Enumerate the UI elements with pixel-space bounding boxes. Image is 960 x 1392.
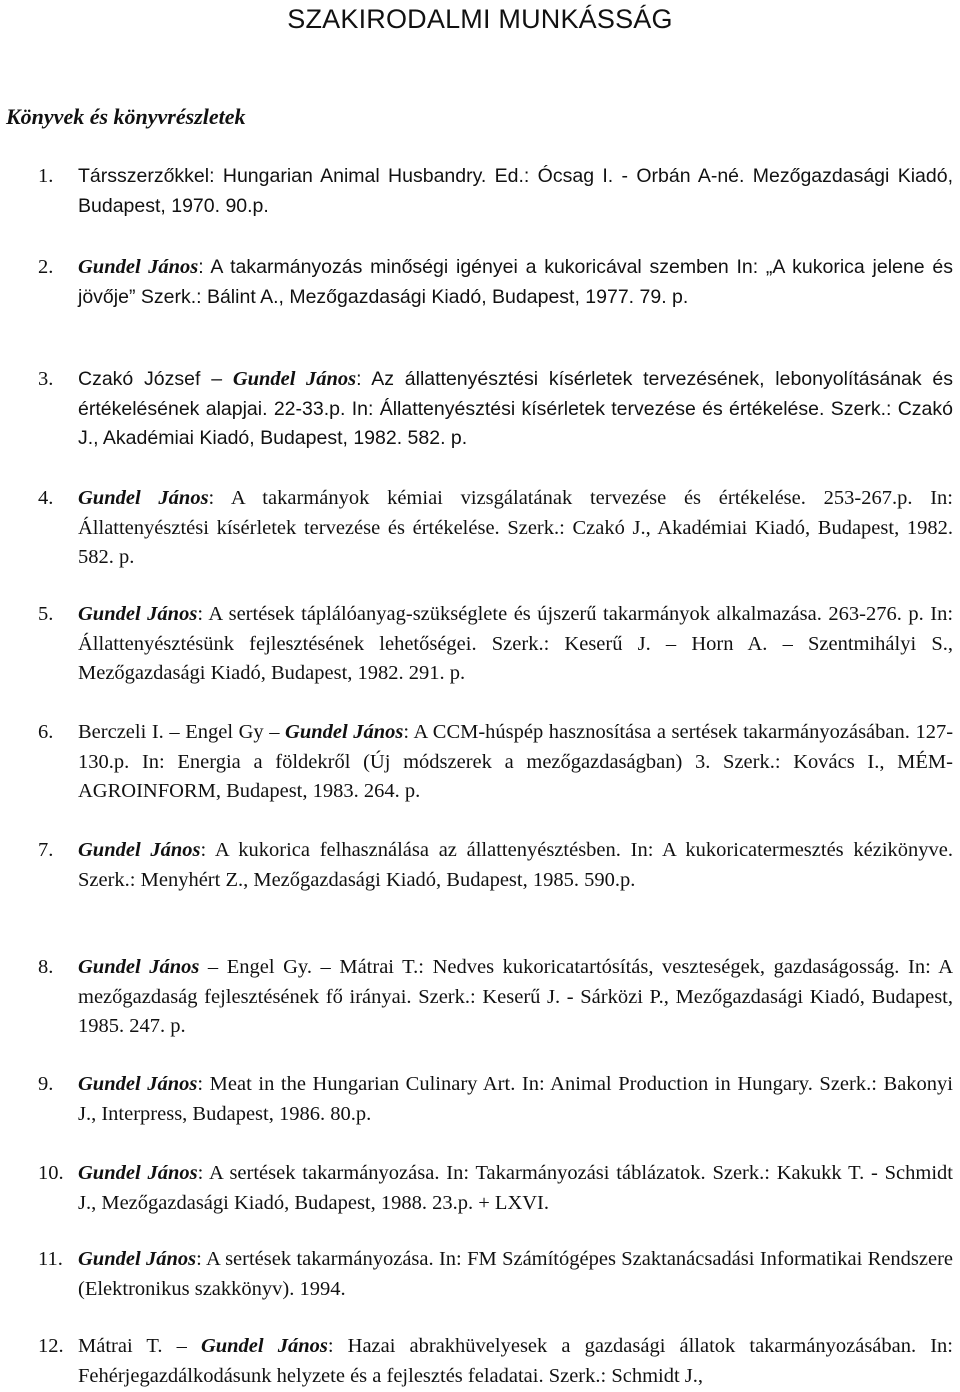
entry-number: 6. [38,721,54,743]
bibliography-entry [38,484,953,573]
bibliography-entry [38,1070,953,1129]
bibliography-entry [38,1159,953,1218]
citation-text: : Az állattenyésztési kísérletek tervezésének, lebonyolításának és értékelésének alapjai. 22-33.p. In: Állattenyésztési kísérletek tervezése és értékelése. Szerk.: Czakó J., Akadémiai Kiadó, Budapest, 1982. 582. p. [78,368,954,449]
author-name: Gundel János [78,487,209,509]
entry-number: 11. [38,1248,63,1270]
entry-number: 9. [38,1073,54,1095]
author-name: Gundel János [78,1248,197,1270]
author-name: Gundel János [200,1335,328,1357]
bibliography-entry [38,162,953,221]
author-name: Gundel János [285,721,404,743]
citation-text: – Engel Gy. – Mátrai T.: Nedves kukoricatartósítás, veszteségek, gazdaságosság. In: A mezőgazdaság fejlesztésének fő irányai. Szerk.: Keserű J. - Sárközi P., Mezőgazdasági Kiadó, Budapest, 1985. 247. p. [78,956,954,1037]
entry-text [78,484,953,573]
entry-text [78,1332,953,1391]
citation-text: : A takarmányozás minőségi igényei a kukoricával szemben In: „A kukorica jelene és jövője” Szerk.: Bálint A., Mezőgazdasági Kiadó, Budapest, 1977. 79. p. [78,256,953,308]
citation-text: Társszerzőkkel: Hungarian Animal Husbandry. Ed.: Ócsag I. - Orbán A-né. Mezőgazdasági Kiadó, Budapest, 1970. 90.p. [78,165,953,217]
entry-number: 7. [38,839,54,861]
entry-number: 8. [38,956,54,978]
entry-number: 12. [38,1335,64,1357]
bibliography-entry [38,1332,953,1391]
author-name: Gundel János [78,956,200,978]
author-name: Gundel János [78,839,201,861]
entry-number: 4. [38,487,54,509]
entry-text [78,718,953,807]
citation-text: : Meat in the Hungarian Culinary Art. In: Animal Production in Hungary. Szerk.: Bakonyi J., Interpress, Budapest, 1986. 80.p. [78,1073,953,1125]
bibliography-entry [38,718,953,807]
citation-text: : A takarmányok kémiai vizsgálatának tervezése és értékelése. 253-267.p. In: Állattenyésztési kísérletek tervezése és értékelése. Szerk.: Czakó J., Akadémiai Kiadó, Budapest, 1982. 582. p. [78,487,953,568]
bibliography-entry [38,600,953,689]
citation-text: Mátrai T. – [78,1335,201,1357]
entry-text [78,365,953,454]
bibliography-entry [38,953,953,1042]
citation-text: : A kukorica felhasználása az állattenyésztésben. In: A kukoricatermesztés kézikönyve. Szerk.: Menyhért Z., Mezőgazdasági Kiadó, Budapest, 1985. 590.p. [78,839,954,891]
citation-text: : A sertések takarmányozása. In: Takarmányozási táblázatok. Szerk.: Kakukk T. - Schmidt J., Mezőgazdasági Kiadó, Budapest, 1988. 23.p. + LXVI. [78,1162,953,1214]
bibliography-entry [38,836,953,895]
citation-text: : A sertések táplálóanyag-szükséglete és újszerű takarmányok alkalmazása. 263-276. p. In: Állattenyésztésünk fejlesztésének lehetőségei. Szerk.: Keserű J. – Horn A. – Szentmihályi S., Mezőgazdasági Kiadó, Budapest, 1982. 291. p. [78,603,954,684]
author-name: Gundel János [78,603,198,625]
author-name: Gundel János [232,368,357,390]
entry-number: 3. [38,368,54,390]
entry-number: 10. [38,1162,64,1184]
entry-text [78,253,953,312]
entry-number: 1. [38,165,54,187]
entry-text [78,953,953,1042]
citation-text: : A sertések takarmányozása. In: FM Számítógépes Szaktanácsadási Informatikai Rendszere (Elektronikus szakkönyv). 1994. [78,1248,954,1300]
entry-text [78,1245,953,1304]
entry-text [78,1070,953,1129]
citation-text: : A CCM-húspép hasznosítása a sertések takarmányozásában. 127-130.p. In: Energia a földekről (Új módszerek a mezőgazdaságban) 3. Szerk.: Kovács I., MÉM-AGROINFORM, Budapest, 1983. 264. p. [78,721,954,802]
entry-number: 2. [38,256,54,278]
bibliography-entry [38,365,953,454]
entry-number: 5. [38,603,54,625]
entry-text [78,162,953,221]
section-heading: Könyvek és könyvrészletek [6,104,246,129]
author-name: Gundel János [78,256,199,278]
entry-text [78,1159,953,1218]
entry-text [78,836,953,895]
citation-text: Berczeli I. – Engel Gy – [78,721,286,743]
page-title: SZAKIRODALMI MUNKÁSSÁG [287,4,673,34]
citation-text: : Hazai abrakhüvelyesek a gazdasági állatok takarmányozásában. In: Fehérjegazdálkodásunk helyzete és a fejlesztés feladatai. Szerk.: Schmidt J., [78,1335,954,1387]
bibliography-entry [38,253,953,312]
entry-text [78,600,953,689]
citation-text: Czakó József – [78,368,233,390]
bibliography-entry [38,1245,953,1304]
author-name: Gundel János [78,1162,198,1184]
author-name: Gundel János [78,1073,198,1095]
